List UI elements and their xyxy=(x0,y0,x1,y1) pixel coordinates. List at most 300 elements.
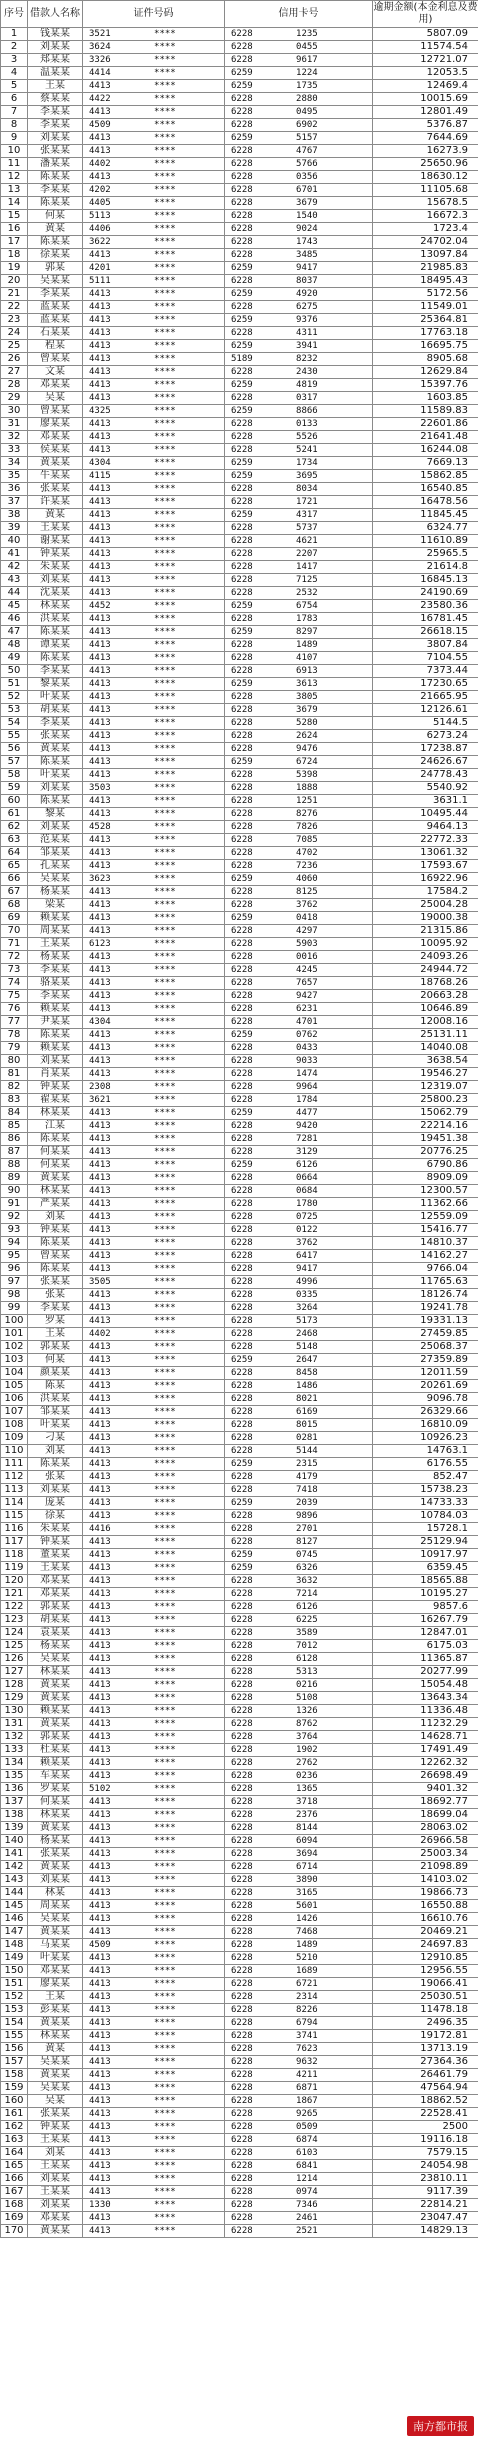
card-number: 6228 1783 xyxy=(225,613,373,626)
id-number: 4413 **** xyxy=(83,2069,225,2082)
overdue-amount: 24702.04 xyxy=(373,236,478,249)
borrower-name: 潘某某 xyxy=(28,158,83,171)
table-row xyxy=(1,496,478,509)
overdue-amount: 25965.5 xyxy=(373,548,478,561)
id-number: 4413 **** xyxy=(83,1627,225,1640)
borrower-name: 郭某 xyxy=(28,262,83,275)
overdue-amount: 25800.23 xyxy=(373,1094,478,1107)
id-number: 4413 **** xyxy=(83,392,225,405)
card-number: 6259 2647 xyxy=(225,1354,373,1367)
row-number: 149 xyxy=(1,1952,28,1965)
row-number: 117 xyxy=(1,1536,28,1549)
card-number: 6228 5398 xyxy=(225,769,373,782)
borrower-name: 邓某某 xyxy=(28,1965,83,1978)
table-row xyxy=(1,275,478,288)
borrower-name: 李某某 xyxy=(28,119,83,132)
borrower-name: 黄某某 xyxy=(28,1861,83,1874)
borrower-name: 程某 xyxy=(28,340,83,353)
card-number: 6228 1486 xyxy=(225,1380,373,1393)
row-number: 43 xyxy=(1,574,28,587)
id-number: 4413 **** xyxy=(83,483,225,496)
id-number: 4413 **** xyxy=(83,1796,225,1809)
borrower-name: 钟某某 xyxy=(28,2121,83,2134)
borrower-name: 何某某 xyxy=(28,1796,83,1809)
row-number: 17 xyxy=(1,236,28,249)
borrower-name: 刘某某 xyxy=(28,782,83,795)
table-row xyxy=(1,1198,478,1211)
card-number: 6228 2468 xyxy=(225,1328,373,1341)
row-number: 36 xyxy=(1,483,28,496)
row-number: 64 xyxy=(1,847,28,860)
table-row xyxy=(1,977,478,990)
overdue-amount: 12262.32 xyxy=(373,1757,478,1770)
table-row xyxy=(1,93,478,106)
borrower-name: 杜某某 xyxy=(28,1744,83,1757)
table-row xyxy=(1,1159,478,1172)
borrower-name: 吴某某 xyxy=(28,275,83,288)
overdue-amount: 9401.32 xyxy=(373,1783,478,1796)
card-number: 6228 7468 xyxy=(225,1926,373,1939)
table-row xyxy=(1,1081,478,1094)
overdue-amount: 21098.89 xyxy=(373,1861,478,1874)
id-number: 4413 **** xyxy=(83,1432,225,1445)
overdue-amount: 23580.36 xyxy=(373,600,478,613)
borrower-name: 董某某 xyxy=(28,1549,83,1562)
card-number: 6228 1489 xyxy=(225,639,373,652)
card-number: 6228 3762 xyxy=(225,899,373,912)
id-number: 4413 **** xyxy=(83,1354,225,1367)
id-number: 4413 **** xyxy=(83,561,225,574)
overdue-amount: 15054.48 xyxy=(373,1679,478,1692)
id-number: 4413 **** xyxy=(83,1380,225,1393)
borrower-name: 黄某某 xyxy=(28,2069,83,2082)
borrower-name: 张某某 xyxy=(28,1848,83,1861)
id-number: 4413 **** xyxy=(83,834,225,847)
row-number: 34 xyxy=(1,457,28,470)
table-row xyxy=(1,951,478,964)
borrower-name: 刘某某 xyxy=(28,2199,83,2212)
borrower-name: 何某某 xyxy=(28,1159,83,1172)
table-row xyxy=(1,691,478,704)
table-row xyxy=(1,106,478,119)
borrower-name: 叶某某 xyxy=(28,769,83,782)
id-number: 4413 **** xyxy=(83,106,225,119)
row-number: 120 xyxy=(1,1575,28,1588)
row-number: 102 xyxy=(1,1341,28,1354)
table-row xyxy=(1,1445,478,1458)
card-number: 6228 6275 xyxy=(225,301,373,314)
card-number: 6259 6326 xyxy=(225,1562,373,1575)
borrower-name: 林某某 xyxy=(28,2030,83,2043)
borrower-name: 杨某某 xyxy=(28,1835,83,1848)
row-number: 42 xyxy=(1,561,28,574)
card-number: 6228 1867 xyxy=(225,2095,373,2108)
card-number: 6228 8276 xyxy=(225,808,373,821)
overdue-amount: 21641.48 xyxy=(373,431,478,444)
id-number: 4452 **** xyxy=(83,600,225,613)
overdue-amount: 25650.96 xyxy=(373,158,478,171)
row-number: 23 xyxy=(1,314,28,327)
overdue-amount: 9766.04 xyxy=(373,1263,478,1276)
id-number: 4115 **** xyxy=(83,470,225,483)
overdue-amount: 3631.1 xyxy=(373,795,478,808)
id-number: 4413 **** xyxy=(83,1003,225,1016)
id-number: 4413 **** xyxy=(83,1991,225,2004)
id-number: 4413 **** xyxy=(83,2043,225,2056)
id-number: 4413 **** xyxy=(83,353,225,366)
card-number: 6228 2880 xyxy=(225,93,373,106)
borrower-name: 钟某某 xyxy=(28,1536,83,1549)
card-number: 6228 4297 xyxy=(225,925,373,938)
overdue-amount: 10926.23 xyxy=(373,1432,478,1445)
borrower-name: 赖某某 xyxy=(28,1042,83,1055)
table-row xyxy=(1,119,478,132)
overdue-amount: 20277.99 xyxy=(373,1666,478,1679)
card-number: 6259 2039 xyxy=(225,1497,373,1510)
row-number: 10 xyxy=(1,145,28,158)
table-row xyxy=(1,1237,478,1250)
id-number: 4413 **** xyxy=(83,1406,225,1419)
card-number: 6228 7623 xyxy=(225,2043,373,2056)
card-number: 6228 6417 xyxy=(225,1250,373,1263)
overdue-amount: 6176.55 xyxy=(373,1458,478,1471)
borrower-name: 陈某某 xyxy=(28,1458,83,1471)
table-row xyxy=(1,1614,478,1627)
id-number: 4413 **** xyxy=(83,1874,225,1887)
borrower-name: 朱某某 xyxy=(28,561,83,574)
card-number: 6228 6913 xyxy=(225,665,373,678)
overdue-amount: 21315.86 xyxy=(373,925,478,938)
table-row xyxy=(1,912,478,925)
id-number: 4413 **** xyxy=(83,2108,225,2121)
id-number: 4413 **** xyxy=(83,1614,225,1627)
borrower-name: 陈某某 xyxy=(28,1263,83,1276)
id-number: 4413 **** xyxy=(83,652,225,665)
table-row xyxy=(1,756,478,769)
row-number: 163 xyxy=(1,2134,28,2147)
overdue-amount: 19241.78 xyxy=(373,1302,478,1315)
table-row xyxy=(1,314,478,327)
card-number: 6228 1902 xyxy=(225,1744,373,1757)
table-row xyxy=(1,2095,478,2108)
overdue-amount: 16672.3 xyxy=(373,210,478,223)
id-number: 4509 **** xyxy=(83,119,225,132)
id-number: 4413 **** xyxy=(83,1393,225,1406)
borrower-name: 吴某某 xyxy=(28,1913,83,1926)
row-number: 164 xyxy=(1,2147,28,2160)
table-row xyxy=(1,2147,478,2160)
row-number: 92 xyxy=(1,1211,28,1224)
table-row xyxy=(1,1471,478,1484)
table-row xyxy=(1,1536,478,1549)
row-number: 141 xyxy=(1,1848,28,1861)
overdue-amount: 11365.87 xyxy=(373,1653,478,1666)
table-row xyxy=(1,1770,478,1783)
borrower-name: 曾某某 xyxy=(28,405,83,418)
id-number: 4413 **** xyxy=(83,1562,225,1575)
borrower-name: 颜某某 xyxy=(28,1367,83,1380)
id-number: 4413 **** xyxy=(83,1705,225,1718)
table-row xyxy=(1,405,478,418)
row-number: 61 xyxy=(1,808,28,821)
row-number: 29 xyxy=(1,392,28,405)
row-number: 15 xyxy=(1,210,28,223)
card-number: 6228 9033 xyxy=(225,1055,373,1068)
borrower-name: 谭某某 xyxy=(28,639,83,652)
row-number: 56 xyxy=(1,743,28,756)
card-number: 6259 3613 xyxy=(225,678,373,691)
id-number: 5102 **** xyxy=(83,1783,225,1796)
borrower-name: 郑某某 xyxy=(28,54,83,67)
id-number: 4413 **** xyxy=(83,1445,225,1458)
card-number: 6228 9420 xyxy=(225,1120,373,1133)
overdue-amount: 22214.16 xyxy=(373,1120,478,1133)
borrower-name: 钟某某 xyxy=(28,1224,83,1237)
row-number: 167 xyxy=(1,2186,28,2199)
overdue-amount: 10917.97 xyxy=(373,1549,478,1562)
borrower-name: 廖某某 xyxy=(28,418,83,431)
table-row xyxy=(1,392,478,405)
card-number: 6228 2430 xyxy=(225,366,373,379)
row-number: 33 xyxy=(1,444,28,457)
borrower-name: 陈某某 xyxy=(28,626,83,639)
overdue-amount: 14103.02 xyxy=(373,1874,478,1887)
card-number: 6228 3679 xyxy=(225,197,373,210)
table-row xyxy=(1,860,478,873)
overdue-amount: 20663.28 xyxy=(373,990,478,1003)
table-row xyxy=(1,54,478,67)
overdue-amount: 16922.96 xyxy=(373,873,478,886)
overdue-amount: 11610.89 xyxy=(373,535,478,548)
card-number: 6228 0016 xyxy=(225,951,373,964)
table-row xyxy=(1,132,478,145)
overdue-amount: 12053.5 xyxy=(373,67,478,80)
overdue-amount: 25030.51 xyxy=(373,1991,478,2004)
id-number: 4413 **** xyxy=(83,1640,225,1653)
overdue-amount: 23810.11 xyxy=(373,2173,478,2186)
table-row xyxy=(1,470,478,483)
table-row xyxy=(1,340,478,353)
borrower-name: 胡某某 xyxy=(28,704,83,717)
borrower-name: 蓝某某 xyxy=(28,314,83,327)
table-row xyxy=(1,67,478,80)
row-number: 50 xyxy=(1,665,28,678)
borrower-name: 陈某 xyxy=(28,1380,83,1393)
borrower-name: 徐某某 xyxy=(28,249,83,262)
overdue-amount: 8905.68 xyxy=(373,353,478,366)
card-number: 6228 5108 xyxy=(225,1692,373,1705)
table-row xyxy=(1,1549,478,1562)
borrower-name: 王某 xyxy=(28,80,83,93)
borrower-name: 邓某某 xyxy=(28,1588,83,1601)
borrower-name: 吴某某 xyxy=(28,1653,83,1666)
id-number: 4413 **** xyxy=(83,613,225,626)
id-number: 4413 **** xyxy=(83,1887,225,1900)
table-row xyxy=(1,184,478,197)
table-row xyxy=(1,1562,478,1575)
id-number: 4413 **** xyxy=(83,990,225,1003)
table-row xyxy=(1,1354,478,1367)
card-number: 6228 6103 xyxy=(225,2147,373,2160)
table-row xyxy=(1,262,478,275)
row-number: 112 xyxy=(1,1471,28,1484)
card-number: 6228 6169 xyxy=(225,1406,373,1419)
overdue-amount: 18862.52 xyxy=(373,2095,478,2108)
id-number: 4413 **** xyxy=(83,1731,225,1744)
id-number: 4413 **** xyxy=(83,1848,225,1861)
borrower-name: 刘某某 xyxy=(28,574,83,587)
row-number: 91 xyxy=(1,1198,28,1211)
row-number: 140 xyxy=(1,1835,28,1848)
id-number: 4413 **** xyxy=(83,1666,225,1679)
id-number: 4413 **** xyxy=(83,1055,225,1068)
id-number: 3505 **** xyxy=(83,1276,225,1289)
row-number: 93 xyxy=(1,1224,28,1237)
row-number: 4 xyxy=(1,67,28,80)
id-number: 4413 **** xyxy=(83,80,225,93)
overdue-amount: 24778.43 xyxy=(373,769,478,782)
borrower-name: 林某 xyxy=(28,1887,83,1900)
overdue-amount: 18630.12 xyxy=(373,171,478,184)
card-number: 6228 6128 xyxy=(225,1653,373,1666)
card-number: 6228 2762 xyxy=(225,1757,373,1770)
overdue-amount: 19172.81 xyxy=(373,2030,478,2043)
id-number: 4413 **** xyxy=(83,1861,225,1874)
card-number: 6259 4060 xyxy=(225,873,373,886)
row-number: 46 xyxy=(1,613,28,626)
row-number: 108 xyxy=(1,1419,28,1432)
overdue-amount: 13097.84 xyxy=(373,249,478,262)
id-number: 4413 **** xyxy=(83,1952,225,1965)
overdue-amount: 21665.95 xyxy=(373,691,478,704)
overdue-amount: 15738.23 xyxy=(373,1484,478,1497)
row-number: 103 xyxy=(1,1354,28,1367)
row-number: 75 xyxy=(1,990,28,1003)
row-number: 168 xyxy=(1,2199,28,2212)
table-row xyxy=(1,613,478,626)
table-row xyxy=(1,249,478,262)
table-row xyxy=(1,2173,478,2186)
card-number: 6228 6231 xyxy=(225,1003,373,1016)
borrower-name: 陈某某 xyxy=(28,756,83,769)
table-row xyxy=(1,652,478,665)
id-number: 4413 **** xyxy=(83,1107,225,1120)
overdue-amount: 26618.15 xyxy=(373,626,478,639)
id-number: 4413 **** xyxy=(83,1965,225,1978)
borrower-name: 温某某 xyxy=(28,67,83,80)
id-number: 4413 **** xyxy=(83,2212,225,2225)
table-row xyxy=(1,1224,478,1237)
overdue-amount: 26329.66 xyxy=(373,1406,478,1419)
card-number: 6259 4920 xyxy=(225,288,373,301)
table-row xyxy=(1,1887,478,1900)
table-row xyxy=(1,600,478,613)
card-number: 6228 1251 xyxy=(225,795,373,808)
row-number: 89 xyxy=(1,1172,28,1185)
overdue-amount: 12956.55 xyxy=(373,1965,478,1978)
borrower-name: 黄某 xyxy=(28,223,83,236)
overdue-amount: 24944.72 xyxy=(373,964,478,977)
id-number: 4413 **** xyxy=(83,2121,225,2134)
card-number: 6228 4702 xyxy=(225,847,373,860)
borrower-name: 谢某某 xyxy=(28,535,83,548)
card-number: 6228 1743 xyxy=(225,236,373,249)
table-row xyxy=(1,1731,478,1744)
borrower-name: 范某某 xyxy=(28,834,83,847)
row-number: 133 xyxy=(1,1744,28,1757)
card-number: 6228 8037 xyxy=(225,275,373,288)
card-number: 6228 6094 xyxy=(225,1835,373,1848)
id-number: 4528 **** xyxy=(83,821,225,834)
id-number: 4413 **** xyxy=(83,535,225,548)
overdue-amount: 15728.1 xyxy=(373,1523,478,1536)
overdue-amount: 22601.86 xyxy=(373,418,478,431)
card-number: 6228 0684 xyxy=(225,1185,373,1198)
overdue-amount: 7104.55 xyxy=(373,652,478,665)
id-number: 4413 **** xyxy=(83,509,225,522)
id-number: 4413 **** xyxy=(83,964,225,977)
id-number: 4413 **** xyxy=(83,1549,225,1562)
id-number: 4413 **** xyxy=(83,2173,225,2186)
id-number: 4413 **** xyxy=(83,1822,225,1835)
table-row xyxy=(1,327,478,340)
row-number: 35 xyxy=(1,470,28,483)
borrower-name: 石某某 xyxy=(28,327,83,340)
table-row xyxy=(1,834,478,847)
card-number: 6228 5148 xyxy=(225,1341,373,1354)
table-row xyxy=(1,678,478,691)
overdue-amount: 16244.08 xyxy=(373,444,478,457)
card-number: 6228 0495 xyxy=(225,106,373,119)
row-number: 58 xyxy=(1,769,28,782)
id-number: 4413 **** xyxy=(83,1744,225,1757)
borrower-name: 刁某 xyxy=(28,1432,83,1445)
borrower-name: 林某某 xyxy=(28,1107,83,1120)
borrower-name: 李某某 xyxy=(28,990,83,1003)
overdue-amount: 12629.84 xyxy=(373,366,478,379)
borrower-name: 吴某某 xyxy=(28,2056,83,2069)
row-number: 85 xyxy=(1,1120,28,1133)
row-number: 9 xyxy=(1,132,28,145)
id-number: 4413 **** xyxy=(83,1692,225,1705)
card-number: 6228 9265 xyxy=(225,2108,373,2121)
row-number: 37 xyxy=(1,496,28,509)
id-number: 3623 **** xyxy=(83,873,225,886)
borrower-name: 李某某 xyxy=(28,717,83,730)
overdue-amount: 17230.65 xyxy=(373,678,478,691)
row-number: 114 xyxy=(1,1497,28,1510)
borrower-name: 陈某某 xyxy=(28,197,83,210)
table-row xyxy=(1,1367,478,1380)
borrower-name: 肖某某 xyxy=(28,1068,83,1081)
row-number: 111 xyxy=(1,1458,28,1471)
card-number: 6228 1326 xyxy=(225,1705,373,1718)
borrower-name: 叶某某 xyxy=(28,1419,83,1432)
id-number: 4413 **** xyxy=(83,1237,225,1250)
card-number: 6228 7281 xyxy=(225,1133,373,1146)
row-number: 169 xyxy=(1,2212,28,2225)
row-number: 136 xyxy=(1,1783,28,1796)
overdue-amount: 15062.79 xyxy=(373,1107,478,1120)
overdue-amount: 11362.66 xyxy=(373,1198,478,1211)
overdue-amount: 18692.77 xyxy=(373,1796,478,1809)
id-number: 4413 **** xyxy=(83,1718,225,1731)
borrower-name: 牛某某 xyxy=(28,470,83,483)
card-number: 6228 3764 xyxy=(225,1731,373,1744)
id-number: 4413 **** xyxy=(83,1458,225,1471)
overdue-amount: 6175.03 xyxy=(373,1640,478,1653)
card-number: 6228 3632 xyxy=(225,1575,373,1588)
